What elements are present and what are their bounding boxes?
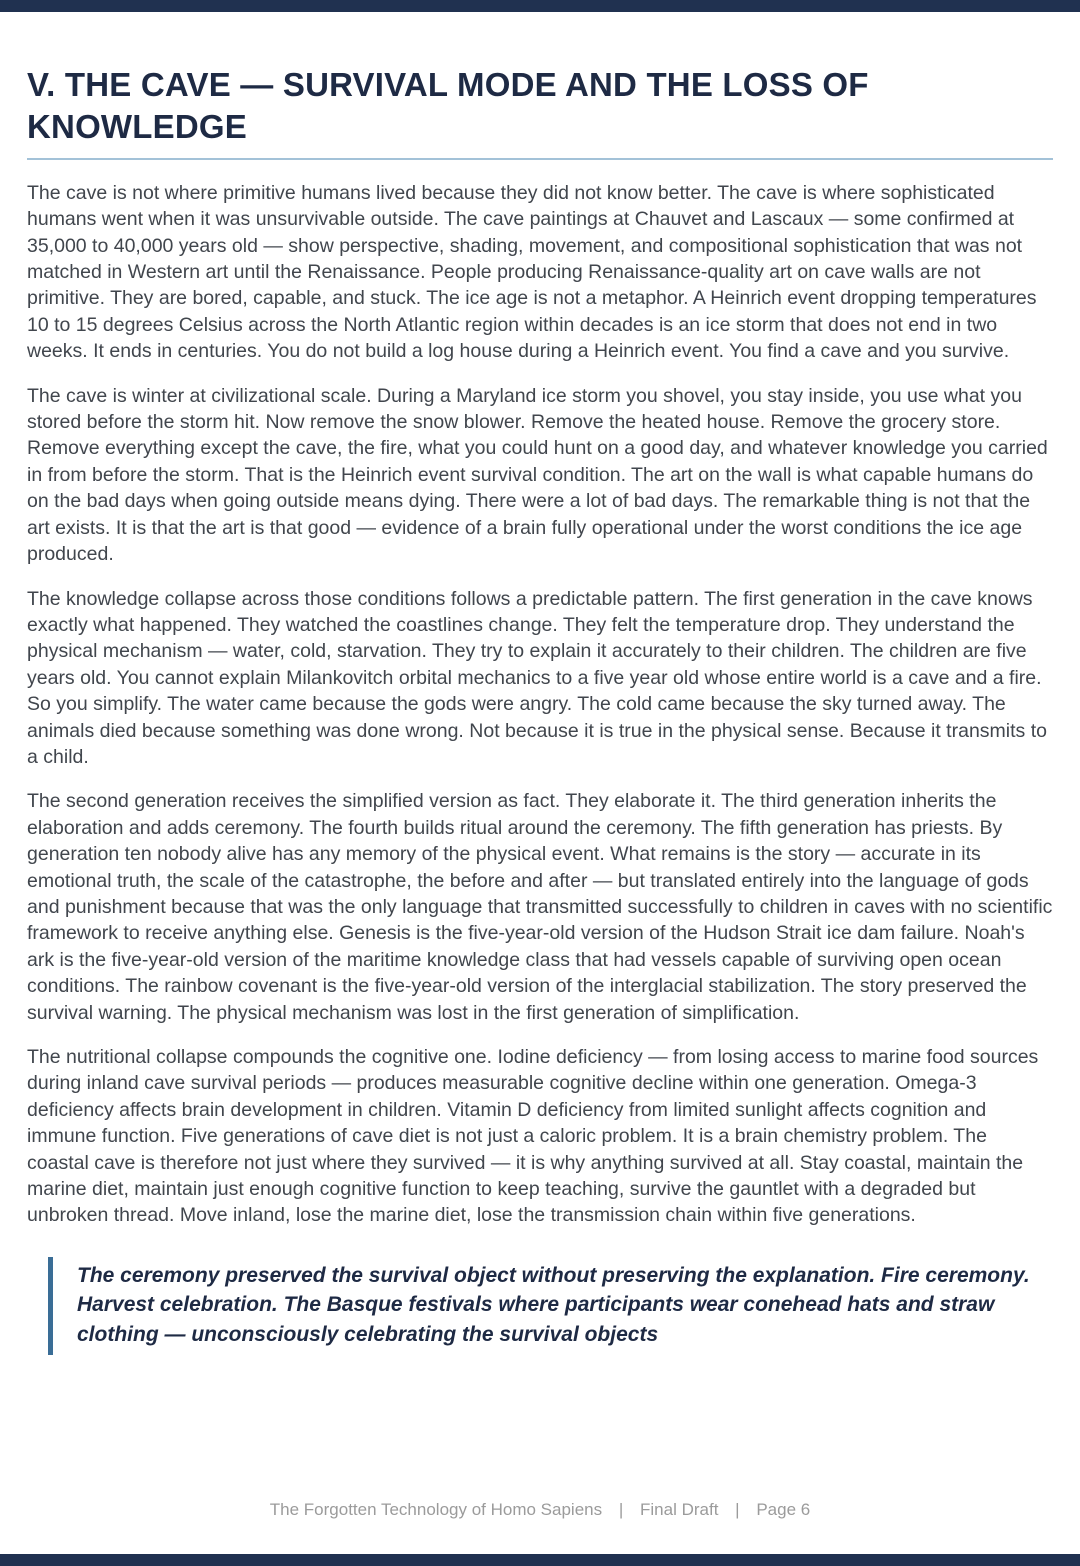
footer-separator: |	[735, 1500, 740, 1519]
body-paragraph: The second generation receives the simplified version as fact. They elaborate it. The third generation inherits the elaboration and adds ceremony. The fourth builds ritual around the ceremony. The fifth generation has priests. By generation ten nobody alive has any memory of the physical event. What remains is the story — accurate in its emotional truth, the scale of the catastrophe, the before and after — but translated entirely into the language of gods and punishment because that was the only language that transmitted successfully to children in caves with no scientific framework to receive anything else. Genesis is the five-year-old version of the Hudson Strait ice dam failure. Noah's ark is the five-year-old version of the maritime knowledge class that had vessels capable of surviving open ocean conditions. The rainbow covenant is the five-year-old version of the interglacial stabilization. The story preserved the survival warning. The physical mechanism was lost in the first generation of simplification.	[27, 790, 1053, 1024]
body-paragraph: The knowledge collapse across those conditions follows a predictable pattern. The first generation in the cave knows exactly what happened. They watched the coastlines change. They felt the temperature drop. They understand the physical mechanism — water, cold, starvation. They try to explain it accurately to their children. The children are five years old. You cannot explain Milankovitch orbital mechanics to a five year old whose entire world is a cave and a fire. So you simplify. The water came because the gods were angry. The cold came because the sky turned away. The animals died because something was done wrong. Not because it is true in the physical sense. Because it transmits to a child.	[27, 587, 1047, 768]
page-footer	[0, 1500, 1080, 1520]
footer-draft-label: Final Draft	[640, 1500, 719, 1519]
footer-separator: |	[618, 1500, 624, 1519]
footer-page-number: Page 6	[756, 1500, 811, 1519]
footer-document-title: The Forgotten Technology of Homo Sapiens	[269, 1500, 603, 1519]
body-paragraph: The cave is winter at civilizational scale. During a Maryland ice storm you shovel, you stay inside, you use what you stored before the storm hit. Now remove the snow blower. Remove the heated house. Remove the grocery store. Remove everything except the cave, the fire, what you could hunt on a good day, and whatever knowledge you carried in from before the storm. That is the Heinrich event survival condition. The art on the wall is what capable humans do on the bad days when going outside means dying. There were a lot of bad days. The remarkable thing is not that the art exists. It is that the art is that good — evidence of a brain fully operational under the worst conditions the ice age produced.	[27, 384, 1048, 566]
bottom-border-bar	[0, 1554, 1080, 1566]
body-paragraph: The nutritional collapse compounds the cognitive one. Iodine deficiency — from losing access to marine food sources during inland cave survival periods — produces measurable cognitive decline within one generation. Omega-3 deficiency affects brain development in children. Vitamin D deficiency from limited sunlight affects cognition and immune function. Five generations of cave diet is not just a caloric problem. It is a brain chemistry problem. The coastal cave is therefore not just where they survived — it is why anything survived at all. Stay coastal, maintain the marine diet, maintain just enough cognitive function to keep teaching, survive the gauntlet with a degraded but unbroken thread. Move inland, lose the marine diet, lose the transmission chain within five generations.	[27, 1046, 1039, 1227]
section-heading: V. THE CAVE — SURVIVAL MODE AND THE LOSS OF KNOWLEDGE	[27, 66, 869, 145]
top-border-bar	[0, 0, 1080, 12]
pull-quote: The ceremony preserved the survival object without preserving the explanation. Fire ceremony. Harvest celebration. The Basque festivals where participants wear conehead hats and straw clothing — unconsciously celebrating the survival objects	[48, 1257, 1033, 1356]
heading-divider-rule	[27, 158, 1053, 160]
body-paragraph: The cave is not where primitive humans lived because they did not know better. The cave is where sophisticated humans went when it was unsurvivable outside. The cave paintings at Chauvet and Lascaux — some confirmed at 35,000 to 40,000 years old — show perspective, shading, movement, and compositional sophistication that was not matched in Western art until the Renaissance. People producing Renaissance-quality art on cave walls are not primitive. They are bored, capable, and stuck. The ice age is not a metaphor. A Heinrich event dropping temperatures 10 to 15 degrees Celsius across the North Atlantic region within decades is an ice storm that does not end in two weeks. It ends in centuries. You do not build a log house during a Heinrich event. You find a cave and you survive.	[27, 181, 1037, 363]
